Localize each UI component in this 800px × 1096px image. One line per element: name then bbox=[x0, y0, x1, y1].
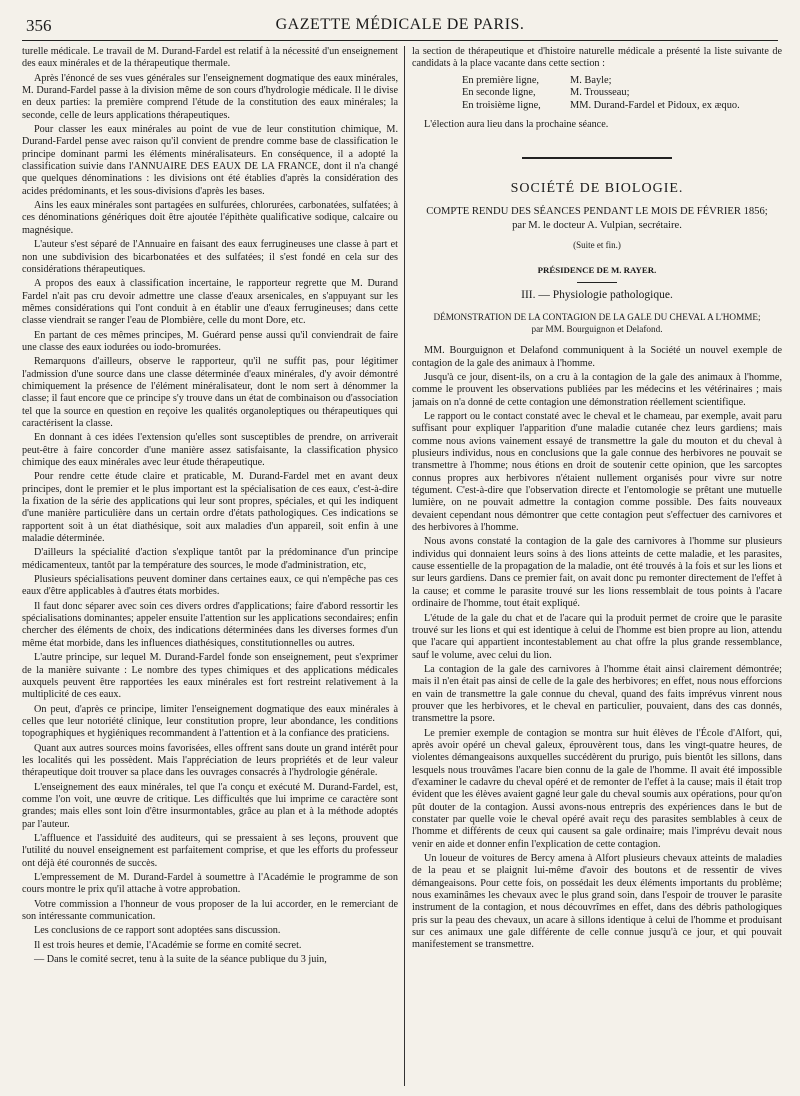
paragraph: On peut, d'après ce principe, limiter l'enseignement dogmatique des eaux minérales à celles que leur notoriété clinique, leur constitution propre, leur abondance, les conditions topographiques et hygiéniques recommandent à l'attention et à la confiance des praticiens. bbox=[22, 703, 398, 740]
paragraph: Jusqu'à ce jour, disent-ils, on a cru à la contagion de la gale des animaux à l'homme, comme le prouvent les observations publiées par les médecins et les vétérinaires ; mais jamais on n'a donné de cette contagion une démonstration réellement scientifique. bbox=[412, 371, 782, 408]
candidate-name: M. Bayle; bbox=[570, 74, 612, 86]
report-author-line: par M. le docteur A. Vulpian, secrétaire. bbox=[512, 220, 682, 232]
article-title bbox=[412, 311, 782, 335]
candidate-name: MM. Durand-Fardel et Pidoux, ex æquo. bbox=[570, 100, 740, 112]
page-number: 356 bbox=[26, 16, 52, 35]
continuation-note: (Suite et fin.) bbox=[573, 240, 621, 251]
short-rule bbox=[577, 282, 617, 283]
candidate-rank: En seconde ligne, bbox=[462, 87, 536, 99]
presidency-line: PRÉSIDENCE DE M. RAYER. bbox=[537, 264, 657, 275]
paragraph: L'affluence et l'assiduité des auditeurs, qui se pressaient à ses leçons, prouvent que l'utilité du nouvel enseignement est parfaitement comprise, et que les efforts du professeur ont déjà été couronnés de succès. bbox=[22, 832, 398, 869]
paragraph: MM. Bourguignon et Delafond communiquent à la Société un nouvel exemple de contagion de la gale des animaux à l'homme. bbox=[412, 345, 782, 369]
paragraph: Remarquons d'ailleurs, observe le rapporteur, qu'il ne suffit pas, pour légitimer l'admission d'une source dans une classe déterminée d'eaux minérales, d'y avoir démontré chimiquement la présence de l'élément minéralisateur, dont le nom sert à dénommer la classe; il faut encore que ce principe s'y trouve dans un état de combinaison ou d'association tel que la source en question en reçoive les qualités organoleptiques ou thérapeutiques qui caractérisent la classe. bbox=[22, 356, 398, 429]
candidate-rank: En première ligne, bbox=[462, 74, 540, 86]
paragraph: En partant de ces mêmes principes, M. Guérard pense aussi qu'il conviendrait de faire une classe des eaux iodurées ou iodo-bromurées. bbox=[22, 329, 398, 353]
paragraph: Quant aux autres sources moins favorisées, elles offrent sans doute un grand intérêt pour les localités qui les possèdent. Mais l'appréciation de leurs propriétés et de leur valeur thérapeutique doit trouver sa place dans les ouvrages consacrés à l'hydrologie générale. bbox=[22, 742, 398, 779]
candidate-name: M. Trousseau; bbox=[570, 87, 630, 99]
paragraph: L'enseignement des eaux minérales, tel que l'a conçu et exécuté M. Durand-Fardel, est, comme l'on voit, une œuvre de critique. Les difficultés que lui imprime ce caractère sont grandes; mais elles sont loin d'être insurmontables, grâce au plan et à la méthode adoptés par l'auteur. bbox=[22, 781, 398, 830]
right-column bbox=[412, 46, 782, 1086]
election-note: L'élection aura lieu dans la prochaine séance. bbox=[424, 119, 609, 131]
candidates-list bbox=[462, 75, 746, 113]
paragraph: Après l'énoncé de ses vues générales sur l'enseignement dogmatique des eaux minérales, M. Durand-Fardel passe à la division même de son cours d'hydrologie médicale. Il le divise en deux parties: la première comprend l'étude de la constitution des eaux minérales; la seconde, celle de leurs applications thérapeutiques. bbox=[22, 72, 398, 121]
report-heading-line: COMPTE RENDU DES SÉANCES PENDANT LE MOIS DE FÉVRIER 1856; bbox=[426, 206, 768, 218]
paragraph: L'auteur s'est séparé de l'Annuaire en faisant des eaux ferrugineuses une classe à part et non une subdivision des bicarbonatées et des sulfatées; il s'est fondé en cela sur des considérations thérapeutiques. bbox=[22, 239, 398, 275]
paragraph: Le premier exemple de contagion se montra sur huit élèves de l'École d'Alfort, qui, après avoir opéré un cheval galeux, éprouvèrent tous, dans les vingt-quatre heures, de violentes démangeaisons auxquelles succédèrent du prurigo, puis bientôt les sillons, dans lesquels nous trouvâmes l'acare bien connu de la gale de l'homme. Il avait été impossible d'examiner le cadavre du cheval opéré et de remonter de l'effet à la cause; mais il était trop évident que les élèves avaient gagné leur gale du cheval soumis aux opérations, pour qu'on pût douter de la contagion. Aussi avons-nous entrepris des expériences dans le but de constater par quelle voie le cheval opéré avait reçu des parasites semblables à ceux de l'homme et différents de ceux qui causent sa gale ordinaire; mais l'imprévu devait nous venir en aide et donner enfin l'explication de cette contagion. bbox=[412, 727, 782, 850]
paragraph: Un loueur de voitures de Bercy amena à Alfort plusieurs chevaux atteints de maladies de la peau et se plaignit lui-même d'avoir des boutons et de ressentir de vives démangeaisons. Pour cette fois, on possédait les deux éléments importants du problème; nous examinâmes les chevaux avec le plus grand soin, dans l'espoir de trouver le parasite instrument de la contagion, et nous découvrîmes en effet, dans des débris pathologiques pris sur la peau des chevaux, un acare à sillons identique à celui de l'homme et produisant sur ces animaux une gale différente de celle connue jusqu'à ce jour, et qui pouvait manifestement se transmettre. bbox=[412, 853, 782, 951]
paragraph: L'étude de la gale du chat et de l'acare qui la produit permet de croire que le parasite trouvé sur les lions et qui est identique à celui de l'homme est bien propre au lion, attendu que l'acare qui appartient incontestablement au chat offre la plus grande ressemblance, sauf le volume, avec celui du lion. bbox=[412, 612, 782, 661]
article-title-line: DÉMONSTRATION DE LA CONTAGION DE LA GALE DU CHEVAL A L'HOMME; bbox=[433, 312, 761, 323]
paragraph: Nous avons constaté la contagion de la gale des carnivores à l'homme sur plusieurs individus qui donnaient leurs soins à des lions atteints de cette maladie, et les parasites, cause essentielle de la propagation de la maladie, ont été trouvés à la fois et sur les lions et sur leurs gardiens. Dans ce premier fait, on avait donc pu remonter directement de l'effet à la cause; et comme le parasite trouvé sur les lions ressemblait de tous points à l'acare ordinaire de l'homme, tout était expliqué. bbox=[412, 536, 782, 610]
running-head: GAZETTE MÉDICALE DE PARIS. bbox=[275, 16, 525, 33]
article-authors-line: par MM. Bourguignon et Delafond. bbox=[531, 324, 663, 335]
paragraph: Pour classer les eaux minérales au point de vue de leur constitution chimique, M. Durand-Fardel pense avec raison qu'il convient de prendre comme base de classification le principe dominant parmi les éléments minéralisateurs. En conséquence, il a adopté la classification suivie dans l'ANNUAIRE DES EAUX DE LA FRANCE, dont il n'a changé que quelques dénominations : les divisions ont été établies d'après la considération des acides prédominants, et les sous-divisions d'après les bases. bbox=[22, 124, 398, 197]
candidate-rank: En troisième ligne, bbox=[462, 100, 541, 112]
paragraph: A propos des eaux à classification incertaine, le rapporteur regrette que M. Durand Fardel n'ait pas cru devoir admettre une classe d'eaux arsenicales, en s'appuyant sur les mêmes considérations qui l'ont conduit à en établir une d'eaux ferrugineuses; dans cette classe viendrait se ranger l'eau de Plombière, celle du mont Dore, etc. bbox=[22, 278, 398, 327]
page-header bbox=[22, 14, 778, 41]
paragraph: Plusieurs spécialisations peuvent dominer dans certaines eaux, ce qui n'empêche pas ces eaux d'être applicables à d'autres états morbides. bbox=[22, 574, 398, 598]
paragraph: Les conclusions de ce rapport sont adoptées sans discussion. bbox=[34, 925, 281, 937]
paragraph: Il faut donc séparer avec soin ces divers ordres d'applications; faire d'abord ressortir les spécialisations dominantes; appeler ensuite l'attention sur les applications secondaires; enfin chercher des éléments de choix, des indications déterminées dans les diverses formes d'un même état morbide, dans les influences diathésiques, constitutionnelles ou autres. bbox=[22, 600, 398, 649]
paragraph: Il est trois heures et demie, l'Académie se forme en comité secret. bbox=[34, 939, 302, 951]
candidate-row bbox=[462, 75, 746, 88]
column-divider bbox=[404, 46, 405, 1086]
paragraph: L'empressement de M. Durand-Fardel à soumettre à l'Académie le programme de son cours montre le prix qu'il attache à votre approbation. bbox=[22, 872, 398, 896]
report-heading bbox=[412, 205, 782, 233]
society-title: SOCIÉTÉ DE BIOLOGIE. bbox=[510, 180, 684, 196]
paragraph: D'ailleurs la spécialité d'action s'explique tantôt par la prédominance d'un principe médicamenteux, tantôt par la température des sources, le mode d'administration, etc, bbox=[22, 547, 398, 571]
candidate-row bbox=[462, 87, 746, 100]
section-heading: III. — Physiologie pathologique. bbox=[521, 288, 673, 301]
paragraph: Ains les eaux minérales sont partagées en sulfurées, chlorurées, carbonatées, sulfatées; à ces dénominations génériques doit être ajoutée l'épithète qualificative sodique, calcaire ou magnésique. bbox=[22, 200, 398, 236]
paragraph: la section de thérapeutique et d'histoire naturelle médicale a présenté la liste suivante de candidats à la place vacante dans cette section : bbox=[412, 46, 782, 70]
paragraph: — Dans le comité secret, tenu à la suite de la séance publique du 3 juin, bbox=[34, 954, 327, 966]
paragraph: L'autre principe, sur lequel M. Durand-Fardel fonde son enseignement, peut s'exprimer de la manière suivante : Le nombre des types chimiques et des applications médicales auxquels peuvent être rapportées les eaux minérales est fort restreint relativement à la multiplicité de ces eaux. bbox=[22, 652, 398, 701]
candidate-row bbox=[462, 100, 746, 113]
section-rule bbox=[522, 157, 672, 159]
paragraph: La contagion de la gale des carnivores à l'homme était ainsi clairement démontrée; mais il n'en était pas ainsi de celle de la gale des herbivores; en effet, nous nous efforcions en vain de transmettre la gale connue du cheval, quand des faits imprévus vinrent nous prouver que les herbivores, et le cheval en particulier, pouvaient, dans des cas donnés, transmettre la psore. bbox=[412, 663, 782, 725]
paragraph: Pour rendre cette étude claire et praticable, M. Durand-Fardel met en avant deux principes, dont le premier et le plus important est la spécialisation de ces eaux, c'est-à-dire la fixation de la série des applications qui leur sont propres, spéciales, et qui les indiquent d'une manière particulière dans un certain ordre d'états pathologiques. Ces indications se rapportent soit à un état diathésique, soit aux maladies d'un appareil, soit enfin à une maladie déterminée. bbox=[22, 471, 398, 545]
paragraph: Votre commission a l'honneur de vous proposer de la lui accorder, en le remerciant de son intéressante communication. bbox=[22, 898, 398, 923]
paragraph: En donnant à ces idées l'extension qu'elles sont susceptibles de prendre, on arriverait peut-être à faire concorder d'une manière assez satisfaisante, la classification physico chimique des eaux minérales avec leur étude thérapeutique. bbox=[22, 432, 398, 468]
paragraph: turelle médicale. Le travail de M. Durand-Fardel est relatif à la nécessité d'un enseignement des eaux minérales et de la thérapeutique thermale. bbox=[22, 46, 398, 70]
left-column bbox=[22, 46, 398, 1086]
paragraph: Le rapport ou le contact constaté avec le cheval et le chameau, par exemple, avait paru suffisant pour expliquer l'apparition d'une maladie cutanée chez leurs gardiens; mais comme nous avions vainement essayé de transmettre la gale du mouton et du cheval à plusieurs individus, nous en conclusions que la gale connue des herbivores ne pouvait se transmettre à l'homme; nous étions en droit de soutenir cette opinion, que les sarcoptes connus propres aux herbivores n'étaient nullement organisés pour vivre sur notre tégument. C'est-à-dire que l'observation directe et l'entomologie se prêtant une mutuelle lumière, on ne pouvait admettre la contagion comme possible. Des faits nouveaux devaient cependant nous démontrer que cette contagion peut s'effectuer des carnivores et des herbivores à l'homme. bbox=[412, 411, 782, 534]
